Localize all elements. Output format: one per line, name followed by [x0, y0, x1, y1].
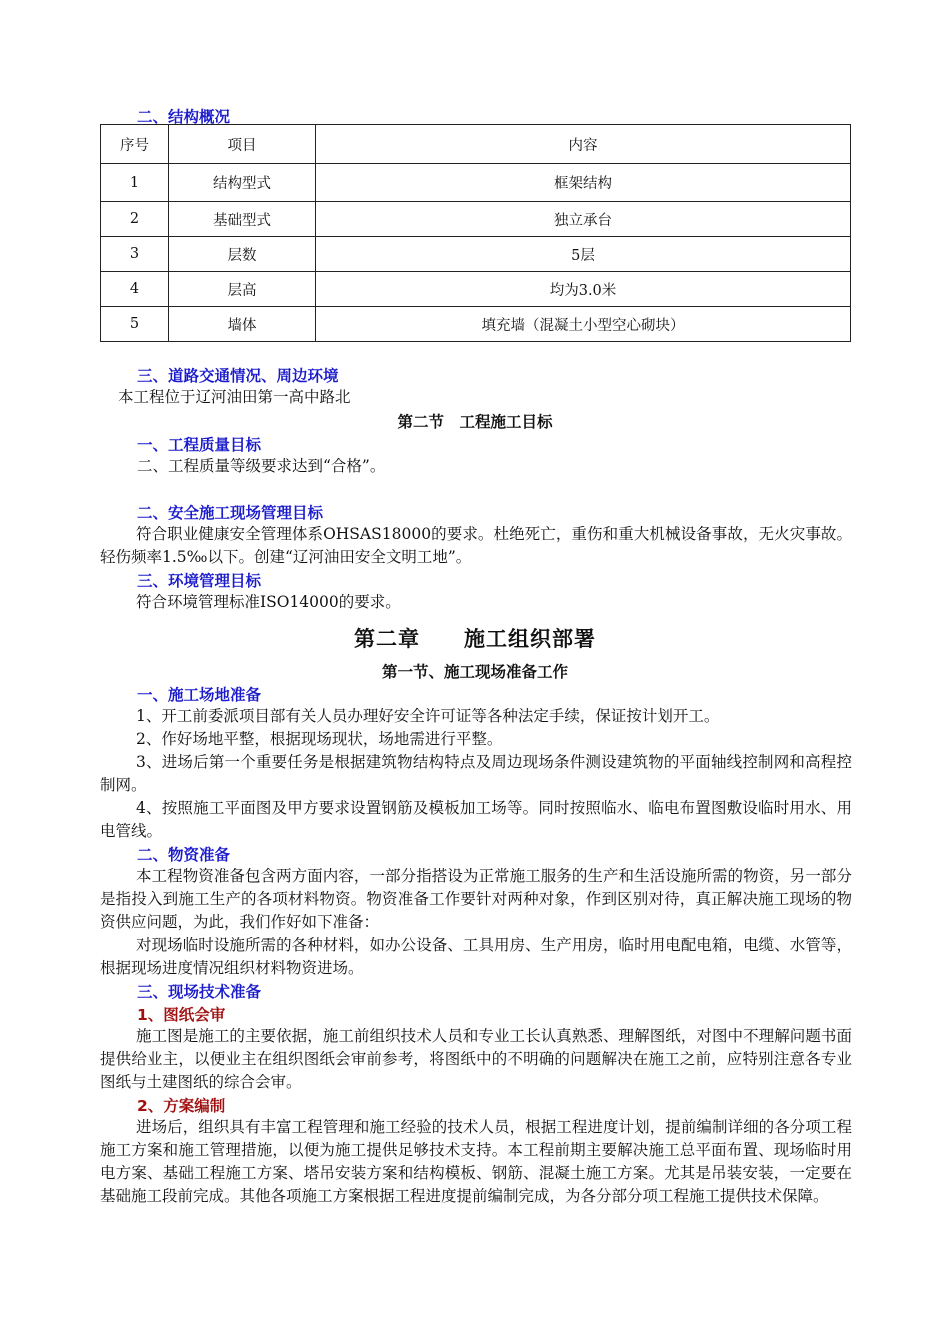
table-header-cell: 项目: [169, 125, 316, 164]
table-cell: 基础型式: [169, 202, 316, 237]
materials-heading: 二、物资准备: [137, 846, 231, 864]
site-prep-heading: 一、施工场地准备: [137, 686, 262, 704]
structure-heading: 二、结构概况: [137, 108, 231, 126]
tech-prep-heading: 三、现场技术准备: [137, 983, 262, 1001]
table-cell: 5层: [316, 237, 851, 272]
table-cell: 填充墙（混凝土小型空心砌块）: [316, 307, 851, 342]
site-prep-item: 1、开工前委派项目部有关人员办理好安全许可证等各种法定手续，保证按计划开工。: [136, 707, 720, 725]
table-cell: 墙体: [169, 307, 316, 342]
traffic-text: 本工程位于辽河油田第一高中路北: [118, 388, 351, 406]
table-cell: 5: [101, 307, 169, 342]
plan-heading: 2、方案编制: [137, 1097, 226, 1115]
environment-text: 符合环境管理标准ISO14000的要求。: [136, 593, 401, 611]
environment-heading: 三、环境管理目标: [137, 572, 262, 590]
table-cell: 均为3.0米: [316, 272, 851, 307]
safety-text: 符合职业健康安全管理体系OHSAS18000的要求。杜绝死亡，重伤和重大机械设备事故，无火灾事故。轻伤频率1.5‰以下。创建“辽河油田安全文明工地”。: [100, 525, 852, 566]
chapter-title: 第二章 施工组织部署: [354, 627, 596, 651]
traffic-heading: 三、道路交通情况、周边环境: [137, 367, 339, 385]
safety-heading: 二、安全施工现场管理目标: [137, 504, 324, 522]
site-prep-item: 2、作好场地平整，根据现场现状，场地需进行平整。: [136, 730, 503, 748]
section2-title: 第二节 工程施工目标: [397, 413, 553, 431]
table-row: [101, 237, 851, 272]
table-header-cell: 内容: [316, 125, 851, 164]
table-cell: 结构型式: [169, 164, 316, 202]
table-row: [101, 202, 851, 237]
table-row: [101, 164, 851, 202]
site-prep-item: 4、按照施工平面图及甲方要求设置钢筋及模板加工场等。同时按照临水、临电布置图敷设临时用水、用电管线。: [100, 799, 852, 840]
table-cell: 独立承台: [316, 202, 851, 237]
quality-text: 二、工程质量等级要求达到“合格”。: [137, 457, 386, 475]
table-cell: 层数: [169, 237, 316, 272]
table-row: [101, 272, 851, 307]
table-header-cell: 序号: [101, 125, 169, 164]
drawing-review-heading: 1、图纸会审: [137, 1006, 226, 1024]
table-cell: 2: [101, 202, 169, 237]
table-cell: 层高: [169, 272, 316, 307]
materials-para1: 本工程物资准备包含两方面内容，一部分指搭设为正常施工服务的生产和生活设施所需的物资，另一部分是指投入到施工生产的各项材料物资。物资准备工作要针对两种对象，作到区别对待，真正解决施工现场的物资供应问题，为此，我们作好如下准备：: [100, 867, 852, 931]
drawing-review-text: 施工图是施工的主要依据，施工前组织技术人员和专业工长认真熟悉、理解图纸，对图中不理解问题书面提供给业主，以便业主在组织图纸会审前参考，将图纸中的不明确的问题解决在施工之前，应特别注意各专业图纸与土建图纸的综合会审。: [100, 1027, 852, 1091]
materials-para2: 对现场临时设施所需的各种材料，如办公设备、工具用房、生产用房，临时用电配电箱，电缆、水管等，根据现场进度情况组织材料物资进场。: [100, 936, 852, 977]
table-cell: 框架结构: [316, 164, 851, 202]
table-header-row: [101, 125, 851, 164]
table-cell: 1: [101, 164, 169, 202]
table-row: [101, 307, 851, 342]
quality-heading: 一、工程质量目标: [137, 436, 262, 454]
structure-table: [100, 124, 851, 342]
table-cell: 4: [101, 272, 169, 307]
section1-title: 第一节、施工现场准备工作: [381, 663, 568, 681]
table-cell: 3: [101, 237, 169, 272]
plan-text: 进场后，组织具有丰富工程管理和施工经验的技术人员，根据工程进度计划，提前编制详细的各分项工程施工方案和施工管理措施，以便为施工提供足够技术支持。本工程前期主要解决施工总平面布置、现场临时用电方案、基础工程施工方案、塔吊安装方案和结构模板、钢筋、混凝土施工方案。尤其是吊装安装，一定要在基础施工段前完成。其他各项施工方案根据工程进度提前编制完成，为各分部分项工程施工提供技术保障。: [100, 1118, 852, 1205]
site-prep-item: 3、进场后第一个重要任务是根据建筑物结构特点及周边现场条件测设建筑物的平面轴线控制网和高程控制网。: [100, 753, 852, 794]
